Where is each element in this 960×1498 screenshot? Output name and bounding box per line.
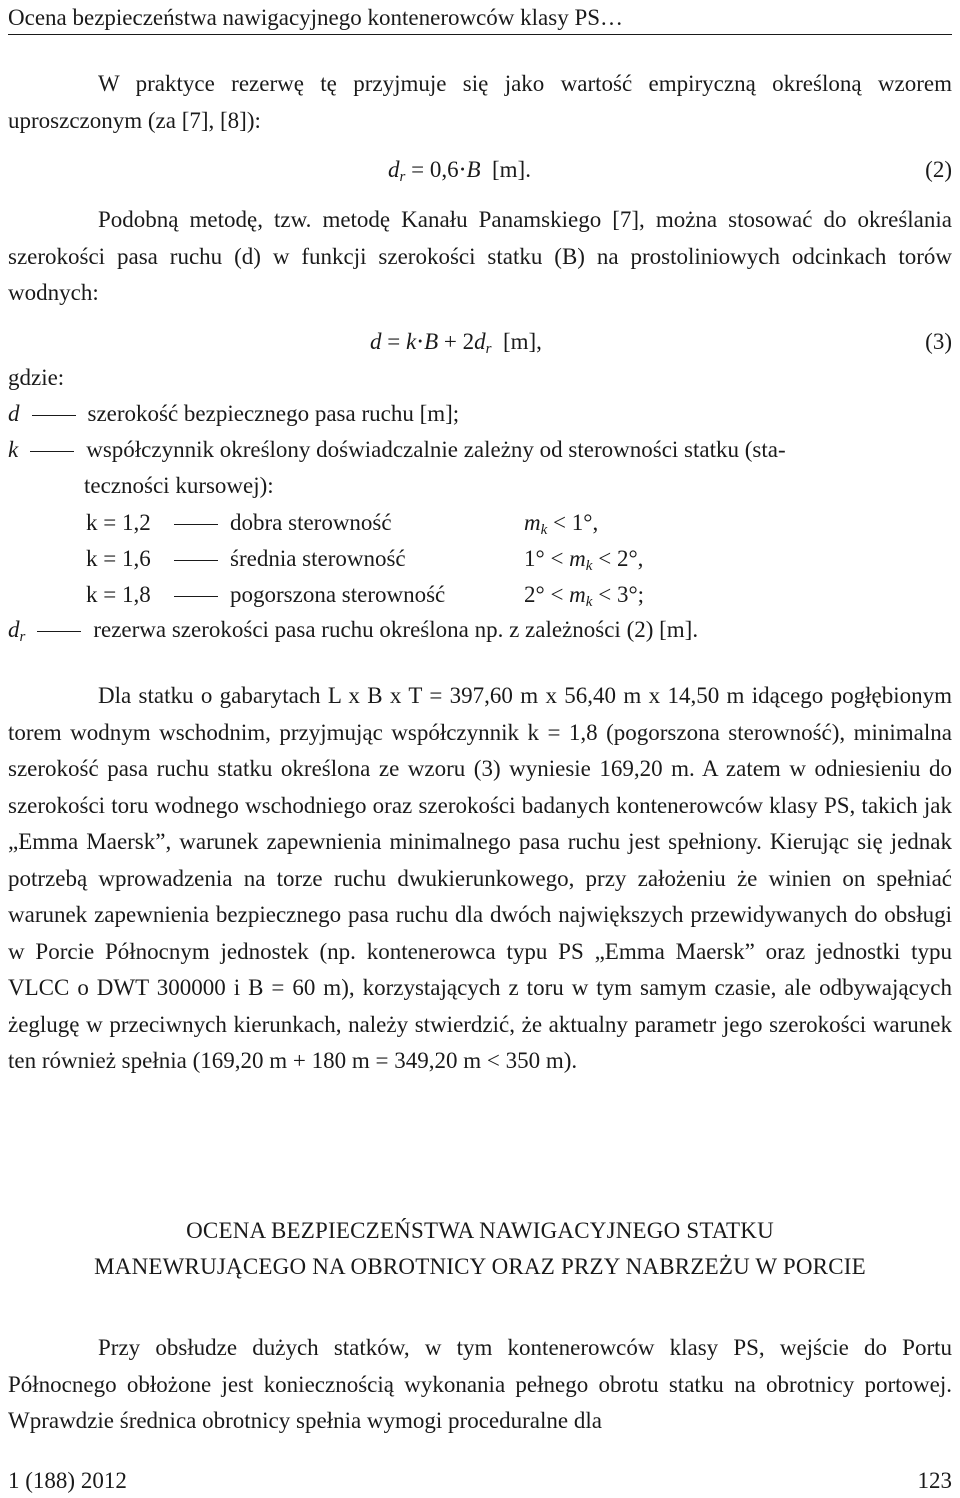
paragraph-reserve: [8, 66, 952, 139]
paragraph-text: Przy obsłudze dużych statków, w tym kontenerowców klasy PS, wejście do Portu Północnego obłożone jest koniecznością wykonania pełnego obrotu statku na obrotnicy portowej. Wprawdzie średnica obrotnicy spełnia wymogi proceduralne dla: [8, 1335, 952, 1433]
definition-dr: $d_r$ rezerwa szerokości pasa ruchu określona np. z zależności (2) [m].: [8, 617, 699, 645]
footer-issue: 1 (188) 2012: [8, 1468, 127, 1493]
running-head: Ocena bezpieczeństwa nawigacyjnego kontenerowców klasy PS…: [8, 4, 952, 35]
equation-2: [8, 152, 952, 188]
equation-body: $d = k\cdot B + 2d_r$ [m],: [370, 329, 542, 357]
paragraph-text: Podobną metodę, tzw. metodę Kanału Panamskiego [7], można stosować do określania szerokości pasa ruchu (d) w funkcji szerokości statku (B) na prostoliniowych odcinkach torów wodnych:: [8, 207, 952, 305]
equation-body: $d_r = 0,6\cdot B$ [m].: [388, 157, 531, 185]
equation-number: (2): [925, 157, 952, 182]
paragraph-text: Dla statku o gabarytach L x B x T = 397,60 m x 56,40 m x 14,50 m idącego pogłębionym torem wodnym wschodnim, przyjmując współczynnik k = 1,8 (pogorszona sterowność), minimalna szerokość pasa ruchu statku określona ze wzoru (3) wyniesie 169,20 m. A zatem w odniesieniu do szerokości toru wodnego wschodniego oraz szerokości badanych kontenerowców klasy PS, takich jak „Emma Maersk”, warunek zapewnienia minimalnego pasa ruchu jest spełniony. Kierując się jednak potrzebą wprowadzenia na torze ruchu dwukierunkowego, przy założeniu że winien on spełniać warunek zapewnienia bezpiecznego pasa ruchu dla dwóch największych przewidywanych do obsługi w Porcie Północnym jednostek (np. kontenerowca typu PS „Emma Maersk” oraz jednostki typu VLCC o DWT 300000 i B = 60 m), korzystających z toru w tym samym czasie, ale odbywających żeglugę w przeciwnych kierunkach, należy stwierdzić, że aktualny parametr jego szerokości warunek ten również spełnia (169,20 m + 180 m = 349,20 m < 350 m).: [8, 683, 952, 1073]
paragraph-panama-method: [8, 202, 952, 312]
equation-number: (3): [925, 329, 952, 354]
definition-d: d szerokość bezpiecznego pasa ruchu [m];: [8, 401, 460, 426]
definition-k-continued: teczności kursowej):: [84, 473, 274, 498]
section-heading-line-2: MANEWRUJĄCEGO NA OBROTNICY ORAZ PRZY NABRZEŻU W PORCIE: [94, 1254, 866, 1279]
section-heading-line-1: OCENA BEZPIECZEŃSTWA NAWIGACYJNEGO STATKU: [186, 1218, 774, 1243]
equation-3: [8, 324, 952, 360]
definition-k: k współczynnik określony doświadczalnie zależny od sterowności statku (sta-: [8, 437, 786, 462]
where-label: gdzie:: [8, 365, 65, 390]
paragraph-analysis: [8, 678, 952, 1080]
paragraph-turning-basin: [8, 1330, 952, 1440]
paragraph-text: W praktyce rezerwę tę przyjmuje się jako wartość empiryczną określoną wzorem uproszczonym (za [7], [8]):: [8, 71, 952, 133]
page-number: 123: [917, 1468, 952, 1493]
